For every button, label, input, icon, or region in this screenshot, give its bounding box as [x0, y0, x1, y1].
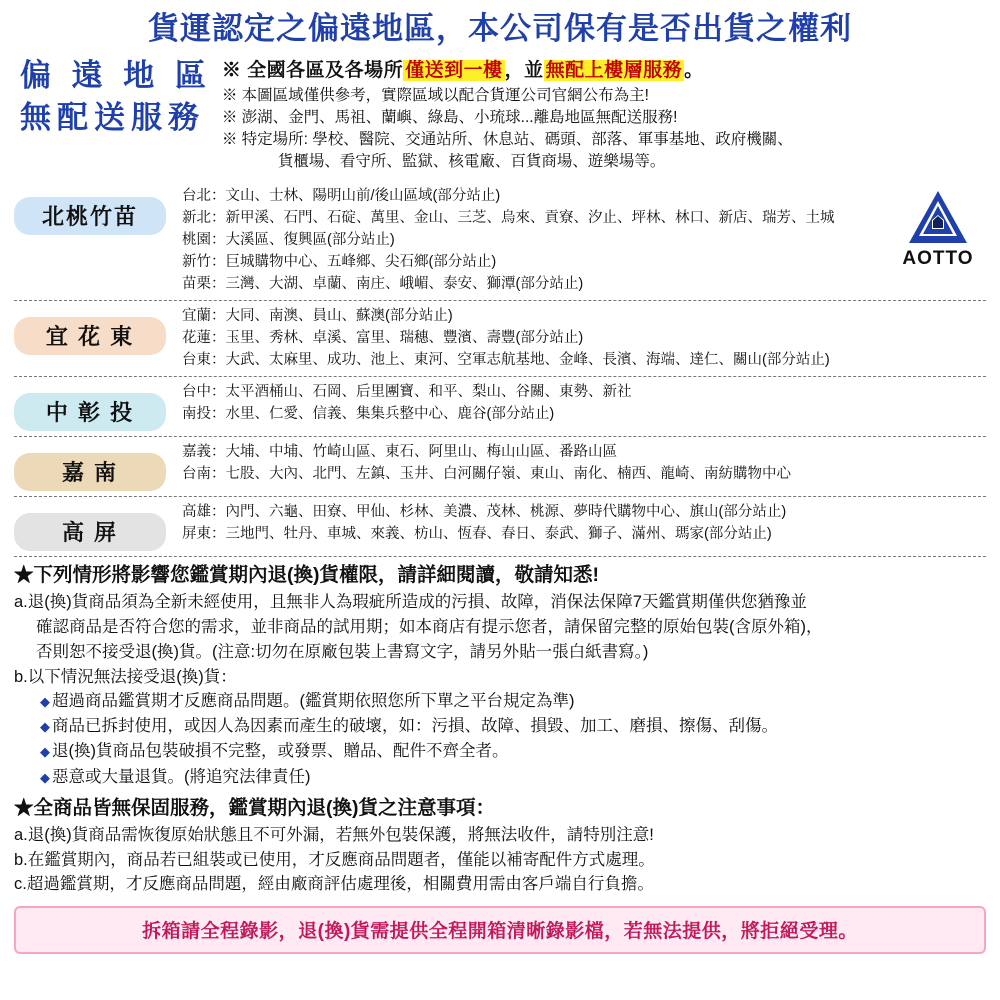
region-line: 台北：文山、士林、陽明山前/後山區域(部分站止)	[182, 187, 501, 204]
region-lines-chiayi-tainan	[166, 441, 986, 485]
remote-area-title-line2: 無配送服務	[20, 100, 205, 136]
table-row	[14, 301, 986, 377]
remote-area-title	[14, 54, 212, 139]
page-title: 貨運認定之偏遠地區，本公司保有是否出貨之權利	[148, 11, 852, 46]
term-line: a.退(換)貨商品需恢復原始狀態且不可外漏，若無外包裝保護，將無法收件，請特別注意!	[14, 825, 654, 844]
header-notes	[212, 54, 986, 173]
region-badge-central: 中 彰 投	[14, 393, 166, 431]
header-row	[14, 54, 986, 173]
term-line: 否則恕不接受退(換)貨。(注意:切勿在原廠包裝上書寫文字，請另外貼一張白紙書寫。)	[36, 642, 649, 661]
region-line: 台東：大武、太麻里、成功、池上、東河、空軍志航基地、金峰、長濱、海端、達仁、關山(部分站止)	[182, 352, 830, 368]
aotto-logo-icon	[907, 189, 969, 247]
note-main-highlight-1: 僅送到一樓	[405, 59, 503, 81]
region-line: 嘉義：大埔、中埔、竹崎山區、東石、阿里山、梅山山區、番路山區	[182, 444, 617, 461]
region-line: 南投：水里、仁愛、信義、集集兵整中心、鹿谷(部分站止)	[182, 406, 555, 423]
term-line: b.以下情況無法接受退(換)貨：	[14, 667, 237, 686]
term-line: b.在鑑賞期內，商品若已組裝或已使用，才反應商品問題者，僅能以補寄配件方式處理。	[14, 850, 655, 869]
region-line: 花蓮：玉里、秀林、卓溪、富里、瑞穗、豐濱、壽豐(部分站止)	[182, 329, 584, 346]
diamond-bullet-icon: ◆	[40, 719, 50, 735]
term-line: c.超過鑑賞期，才反應商品問題，經由廠商評估處理後，相關費用需由客戶端自行負擔。	[14, 875, 654, 894]
term-line: 確認商品是否符合您的需求，並非商品的試用期；如本商店有提示您者，請保留完整的原始包裝(含原外箱)，	[36, 618, 823, 637]
list-item	[14, 765, 986, 790]
region-lines-north	[166, 185, 890, 295]
list-item-label: 超過商品鑑賞期才反應商品問題。(鑑賞期依照您所下單之平台規定為準)	[52, 692, 575, 711]
region-line: 宜蘭：大同、南澳、員山、蘇澳(部分站止)	[182, 307, 453, 324]
table-row	[14, 377, 986, 437]
diamond-bullet-icon: ◆	[40, 744, 50, 760]
region-line: 新北：新甲溪、石門、石碇、萬里、金山、三芝、烏來、貢寮、汐止、坪林、林口、新店、瑞芳、土城	[182, 209, 835, 226]
brand-name: AOTTO	[902, 247, 974, 269]
region-badge-north: 北桃竹苗	[14, 197, 166, 235]
remote-area-title-line1: 偏 遠 地 區	[20, 57, 212, 93]
list-item-label: 商品已拆封使用，或因人為因素而產生的破壞，如：污損、故障、損毀、加工、磨損、擦傷、刮傷。	[52, 717, 778, 736]
region-lines-east	[166, 305, 986, 371]
list-item	[14, 739, 986, 764]
region-line: 苗栗：三灣、大湖、卓蘭、南庄、峨嵋、泰安、獅潭(部分站止)	[182, 275, 584, 292]
diamond-bullet-icon: ◆	[40, 769, 50, 785]
brand-logo	[890, 185, 986, 270]
note-main-part-2: ，並	[504, 59, 544, 81]
region-line: 台中：太平酒桶山、石岡、后里團寶、和平、梨山、谷關、東勢、新社	[182, 384, 632, 401]
list-item-label: 惡意或大量退貨。(將追究法律責任)	[52, 767, 311, 786]
region-list	[14, 181, 986, 557]
note-4: ※ 特定場所: 學校、醫院、交通站所、休息站、碼頭、部落、軍事基地、政府機關、	[221, 130, 793, 148]
term-line: a.退(換)貨商品須為全新未經使用，且無非人為瑕疵所造成的污損、故障，消保法保障7天鑑賞期僅供您猶豫並	[14, 593, 807, 612]
note-2: ※ 本圖區域僅供參考，實際區域以配合貨運公司官網公布為主!	[221, 86, 649, 104]
region-badge-chiayi-tainan: 嘉 南	[14, 453, 166, 491]
footer-notice-banner: 拆箱請全程錄影，退(換)貨需提供全程開箱清晰錄影檔，若無法提供，將拒絕受理。	[14, 906, 986, 954]
region-line: 屏東：三地門、牡丹、車城、來義、枋山、恆春、春日、泰武、獅子、滿州、瑪家(部分站止)	[182, 526, 772, 543]
note-3: ※ 澎湖、金門、馬祖、蘭嶼、綠島、小琉球...離島地區無配送服務!	[221, 108, 678, 126]
region-line: 新竹：巨城購物中心、五峰鄉、尖石鄉(部分站止)	[182, 253, 497, 270]
region-lines-kaohsiung-pingtung	[166, 501, 986, 545]
table-row	[14, 437, 986, 497]
list-item-label: 退(換)貨商品包裝破損不完整，或發票、贈品、配件不齊全者。	[52, 742, 509, 761]
region-badge-kaohsiung-pingtung: 高 屏	[14, 513, 166, 551]
region-line: 台南：七股、大內、北門、左鎮、玉井、白河關仔嶺、東山、南化、楠西、龍崎、南紡購物中心	[182, 466, 791, 483]
note-5: 貨櫃場、看守所、監獄、核電廠、百貨商場、遊樂場等。	[277, 152, 666, 170]
table-row	[14, 497, 986, 557]
region-lines-central	[166, 381, 986, 425]
terms-heading-2: ★全商品皆無保固服務，鑑賞期內退(換)貨之注意事項：	[14, 796, 495, 819]
note-main-part-1: ※ 全國各區及各場所	[221, 59, 404, 81]
list-item	[14, 714, 986, 739]
diamond-bullet-icon: ◆	[40, 694, 50, 710]
note-main-highlight-2: 無配上樓層服務	[545, 59, 683, 81]
terms-section	[14, 561, 986, 897]
note-main-part-3: 。	[684, 59, 704, 81]
terms-heading-1: ★下列情形將影響您鑑賞期內退(換)貨權限，請詳細閱讀，敬請知悉!	[14, 564, 599, 587]
table-row	[14, 181, 986, 301]
region-line: 高雄：內門、六龜、田寮、甲仙、杉林、美濃、茂林、桃源、夢時代購物中心、旗山(部分站止)	[182, 504, 787, 521]
note-main	[222, 58, 986, 85]
region-badge-east: 宜 花 東	[14, 317, 166, 355]
region-line: 桃園：大溪區、復興區(部分站止)	[182, 231, 395, 248]
list-item	[14, 689, 986, 714]
